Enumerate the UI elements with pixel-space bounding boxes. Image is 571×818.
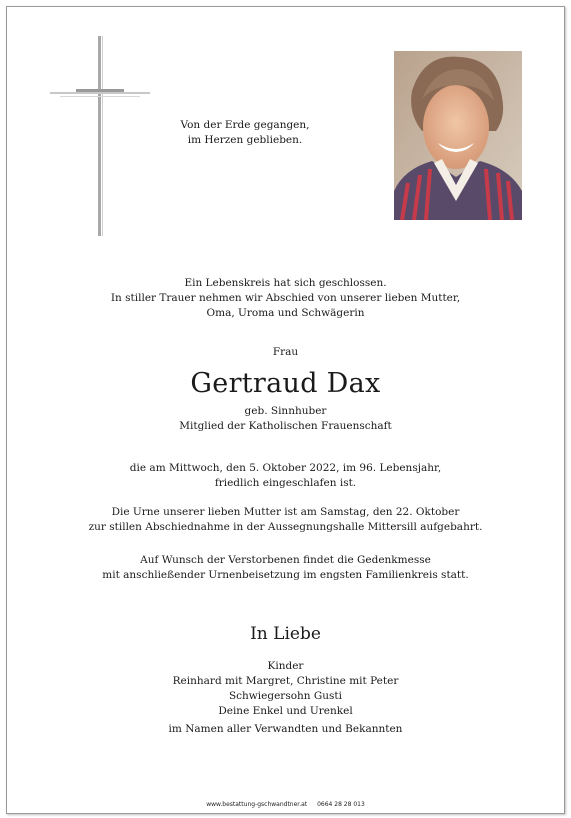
mass-line-1: Auf Wunsch der Verstorbenen findet die Gedenkmesse [140,554,431,566]
mourners-closing: im Namen aller Verwandten und Bekannten [168,723,403,735]
cross-icon [50,36,150,236]
footer-website[interactable]: www.bestattung-gschwandtner.at [206,801,308,808]
mourners-line-1: Kinder [267,660,304,672]
urn-notice [0,505,571,535]
urn-line-2: zur stillen Abschiednahme in der Aussegnungshalle Mittersill aufgebahrt. [88,521,483,533]
mass-line-2: mit anschließender Urnenbeisetzung im engsten Familienkreis statt. [102,569,469,581]
membership: Mitglied der Katholischen Frauenschaft [179,420,392,432]
motto [160,118,330,148]
motto-line-2: im Herzen geblieben. [187,134,303,146]
footer-phone: 0664 28 28 013 [317,801,365,808]
mass-notice [0,553,571,583]
intro-line-1: Ein Lebenskreis hat sich geschlossen. [184,277,387,289]
intro-block [0,276,571,321]
portrait-photo [394,51,522,220]
deceased-name: Gertraud Dax [190,368,381,399]
intro-line-2: In stiller Trauer nehmen wir Abschied von unserer lieben Mutter, [110,292,461,304]
death-notice [0,461,571,491]
salutation: Frau [272,346,299,358]
mourners-line-2: Reinhard mit Margret, Christine mit Peter [172,675,399,687]
mourners-line-4: Deine Enkel und Urenkel [218,705,353,717]
intro-line-3: Oma, Uroma und Schwägerin [206,307,365,319]
footer [0,801,571,808]
in-liebe-heading: In Liebe [250,624,321,644]
death-line-2: friedlich eingeschlafen ist. [214,477,357,489]
motto-line-1: Von der Erde gegangen, [180,119,310,131]
death-line-1: die am Mittwoch, den 5. Oktober 2022, im 96. Lebensjahr, [129,462,442,474]
mourners-list [0,659,571,719]
birth-name: geb. Sinnhuber [244,405,327,417]
deceased-details [0,404,571,434]
urn-line-1: Die Urne unserer lieben Mutter ist am Samstag, den 22. Oktober [111,506,460,518]
mourners-line-3: Schwiegersohn Gusti [228,690,343,702]
